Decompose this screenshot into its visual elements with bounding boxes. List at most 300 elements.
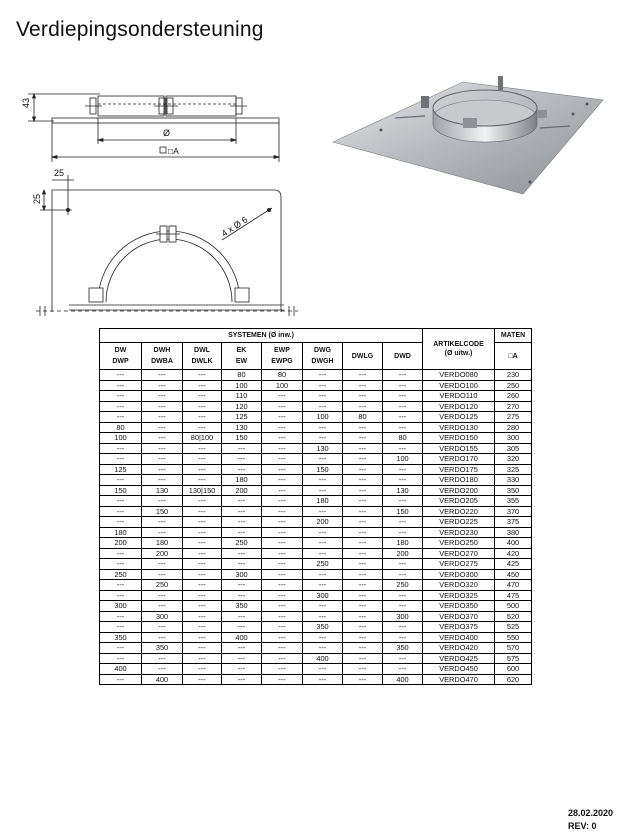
system-cell: --- [222,506,262,517]
system-cell: --- [100,611,142,622]
system-cell: --- [262,674,303,685]
system-cell: --- [222,643,262,654]
system-cell: --- [262,527,303,538]
system-cell: 100 [383,454,423,465]
maten-cell: 300 [495,433,532,444]
maten-cell: 470 [495,580,532,591]
system-cell: --- [183,422,222,433]
column-header-line2: EWPG [271,358,293,365]
system-cell: --- [262,569,303,580]
system-cell: --- [183,601,222,612]
table-row [100,422,532,433]
table-body [100,370,532,685]
system-cell: --- [142,601,183,612]
system-cell: 180 [303,496,343,507]
system-cell: --- [303,569,343,580]
system-cell: 150 [222,433,262,444]
system-cell: --- [303,370,343,381]
maten-cell: 600 [495,664,532,675]
system-cell: --- [100,548,142,559]
system-cell: --- [183,401,222,412]
system-cell: --- [262,506,303,517]
system-cell: 250 [222,538,262,549]
system-cell: 100 [262,380,303,391]
system-cell: --- [142,433,183,444]
system-cell: 180 [100,527,142,538]
system-cell: --- [303,485,343,496]
system-cell: --- [100,559,142,570]
system-cell: --- [383,590,423,601]
table-row [100,580,532,591]
system-cell: --- [383,380,423,391]
system-cell: --- [262,422,303,433]
system-cell: --- [303,506,343,517]
system-cell: --- [343,422,383,433]
system-cell: --- [100,674,142,685]
height-dim-label: 43 [21,97,31,108]
system-cell: 130 [142,485,183,496]
system-cell: 200 [383,548,423,559]
system-cell: --- [262,401,303,412]
table-row [100,401,532,412]
system-cell: --- [383,559,423,570]
system-cell: --- [222,674,262,685]
maten-cell: 375 [495,517,532,528]
system-cell: --- [183,527,222,538]
artikelcode-cell: VERDO270 [423,548,495,559]
offset-y-label: 25 [32,193,42,204]
system-cell: --- [383,370,423,381]
product-image [325,70,605,195]
footer-revision: REV: 0 [568,821,597,831]
artikelcode-cell: VERDO080 [423,370,495,381]
artikelcode-cell: VERDO125 [423,412,495,423]
system-cell: --- [383,475,423,486]
system-cell: --- [222,496,262,507]
system-cell: --- [303,538,343,549]
system-cell: --- [222,580,262,591]
system-cell: --- [262,464,303,475]
system-cell: 80 [383,433,423,444]
system-cell: --- [142,559,183,570]
table-row [100,664,532,675]
system-cell: --- [222,443,262,454]
system-cell: --- [183,622,222,633]
system-cell: 180 [383,538,423,549]
maten-cell: 270 [495,401,532,412]
maten-cell: 425 [495,559,532,570]
system-cell: --- [142,475,183,486]
system-cell: --- [183,548,222,559]
system-cell: 100 [100,433,142,444]
systems-group-header: SYSTEMEN (Ø inw.) [100,329,423,343]
plate-dim-label: □A [168,146,179,156]
artikelcode-cell: VERDO130 [423,422,495,433]
table-row [100,475,532,486]
artikelcode-header-sub: (Ø uitw.) [444,350,473,357]
maten-cell: 305 [495,443,532,454]
system-cell: --- [262,412,303,423]
system-cell: --- [383,632,423,643]
system-cell: 300 [100,601,142,612]
table-row [100,674,532,685]
maten-cell: 380 [495,527,532,538]
table-row [100,643,532,654]
system-cell: 130 [383,485,423,496]
artikelcode-header [423,329,495,370]
system-cell: --- [343,601,383,612]
system-cell: --- [303,643,343,654]
system-cell: --- [262,611,303,622]
system-cell: --- [303,664,343,675]
system-cell: --- [100,475,142,486]
system-cell: --- [262,433,303,444]
system-cell: --- [100,454,142,465]
system-cell: 400 [100,664,142,675]
maten-cell: 260 [495,391,532,402]
system-cell: --- [343,401,383,412]
system-cell: 400 [303,653,343,664]
system-cell: --- [383,653,423,664]
system-cell: --- [343,548,383,559]
system-cell: 100 [222,380,262,391]
system-cell: --- [262,475,303,486]
system-cell: --- [303,548,343,559]
table-row [100,590,532,601]
artikelcode-cell: VERDO370 [423,611,495,622]
artikelcode-cell: VERDO205 [423,496,495,507]
system-cell: --- [142,412,183,423]
system-cell: --- [142,517,183,528]
technical-drawing [14,62,299,324]
system-cell: 300 [383,611,423,622]
system-cell: --- [343,517,383,528]
system-cell: 300 [222,569,262,580]
maten-cell: 550 [495,632,532,643]
system-cell: --- [183,464,222,475]
maten-cell: 280 [495,422,532,433]
table-row [100,370,532,381]
table-row [100,380,532,391]
artikelcode-cell: VERDO180 [423,475,495,486]
table-row [100,485,532,496]
system-cell: --- [262,443,303,454]
system-cell: --- [183,643,222,654]
maten-subheader: □A [495,343,532,370]
system-cell: --- [383,517,423,528]
system-cell: --- [383,601,423,612]
artikelcode-cell: VERDO120 [423,401,495,412]
artikelcode-header-label: ARTIKELCODE [433,341,484,348]
system-cell: --- [100,653,142,664]
artikelcode-cell: VERDO175 [423,464,495,475]
artikelcode-cell: VERDO420 [423,643,495,654]
system-cell: --- [343,506,383,517]
column-header-line1: DWLG [351,352,374,360]
system-cell: --- [262,454,303,465]
system-cell: 150 [100,485,142,496]
system-cell: 180 [222,475,262,486]
system-cell: --- [383,422,423,433]
system-cell: --- [343,580,383,591]
system-cell: --- [343,590,383,601]
system-cell: --- [383,569,423,580]
system-cell: --- [303,632,343,643]
column-header [343,343,383,370]
system-cell: --- [183,380,222,391]
system-cell: 200 [142,548,183,559]
system-cell: --- [262,632,303,643]
system-cell: --- [142,443,183,454]
system-cell: 350 [222,601,262,612]
system-cell: 200 [303,517,343,528]
system-cell: --- [222,611,262,622]
system-cell: 130 [303,443,343,454]
table-row [100,433,532,444]
column-header-line1: EK [236,347,247,354]
system-cell: --- [303,674,343,685]
artikelcode-cell: VERDO100 [423,380,495,391]
system-cell: 400 [222,632,262,643]
system-cell: --- [142,590,183,601]
system-cell: --- [100,412,142,423]
artikelcode-cell: VERDO220 [423,506,495,517]
system-cell: 130 [222,422,262,433]
system-cell: --- [343,433,383,444]
system-cell: 400 [383,674,423,685]
system-cell: --- [142,454,183,465]
system-cell: --- [383,527,423,538]
column-header-line2: DWLK [191,358,213,365]
system-cell: --- [303,475,343,486]
system-cell: --- [183,664,222,675]
system-cell: --- [343,674,383,685]
column-header [383,343,423,370]
system-cell: --- [142,664,183,675]
column-header-line1: DWH [153,347,171,354]
artikelcode-cell: VERDO170 [423,454,495,465]
artikelcode-cell: VERDO425 [423,653,495,664]
system-cell: --- [222,527,262,538]
system-cell: --- [100,506,142,517]
maten-cell: 475 [495,590,532,601]
system-cell: --- [262,391,303,402]
system-cell: --- [303,380,343,391]
maten-cell: 520 [495,611,532,622]
system-cell: --- [383,391,423,402]
system-cell: --- [100,391,142,402]
system-cell: --- [303,454,343,465]
system-cell: --- [142,527,183,538]
system-cell: --- [222,559,262,570]
specification-table [99,328,532,685]
system-cell: 150 [142,506,183,517]
column-header-line2: DWP [112,358,129,365]
system-cell: --- [343,611,383,622]
artikelcode-cell: VERDO350 [423,601,495,612]
system-cell: 400 [142,674,183,685]
system-cell: --- [183,443,222,454]
table-row [100,559,532,570]
system-cell: --- [383,664,423,675]
system-cell: --- [343,370,383,381]
system-cell: --- [222,454,262,465]
system-cell: --- [343,653,383,664]
system-cell: 200 [100,538,142,549]
system-cell: --- [303,401,343,412]
system-cell: --- [183,559,222,570]
maten-cell: 320 [495,454,532,465]
system-cell: --- [262,601,303,612]
system-cell: --- [222,548,262,559]
system-cell: --- [262,590,303,601]
system-cell: --- [343,527,383,538]
maten-cell: 330 [495,475,532,486]
table-row [100,391,532,402]
system-cell: --- [222,464,262,475]
system-cell: --- [142,622,183,633]
artikelcode-cell: VERDO325 [423,590,495,601]
system-cell: --- [100,443,142,454]
system-cell: --- [343,475,383,486]
maten-cell: 350 [495,485,532,496]
maten-cell: 570 [495,643,532,654]
system-cell: --- [100,496,142,507]
system-cell: 80 [222,370,262,381]
system-cell: --- [303,422,343,433]
system-cell: --- [343,380,383,391]
artikelcode-cell: VERDO275 [423,559,495,570]
maten-cell: 525 [495,622,532,633]
system-cell: --- [183,475,222,486]
system-cell: --- [183,632,222,643]
system-cell: --- [100,622,142,633]
maten-cell: 355 [495,496,532,507]
system-cell: --- [343,464,383,475]
system-cell: 250 [303,559,343,570]
column-header [183,343,222,370]
artikelcode-cell: VERDO375 [423,622,495,633]
system-cell: 250 [100,569,142,580]
system-cell: --- [262,664,303,675]
system-cell: --- [183,412,222,423]
system-cell: --- [100,590,142,601]
system-cell: --- [183,391,222,402]
maten-cell: 325 [495,464,532,475]
system-cell: --- [222,622,262,633]
system-cell: --- [343,538,383,549]
artikelcode-cell: VERDO225 [423,517,495,528]
system-cell: 125 [222,412,262,423]
column-header [303,343,343,370]
maten-cell: 275 [495,412,532,423]
system-cell: --- [222,517,262,528]
system-cell: --- [262,538,303,549]
system-cell: --- [142,496,183,507]
artikelcode-cell: VERDO320 [423,580,495,591]
system-cell: --- [183,653,222,664]
system-cell: 350 [383,643,423,654]
artikelcode-cell: VERDO300 [423,569,495,580]
system-cell: 125 [100,464,142,475]
table-row [100,496,532,507]
artikelcode-cell: VERDO150 [423,433,495,444]
table-row [100,443,532,454]
system-cell: --- [183,517,222,528]
artikelcode-cell: VERDO400 [423,632,495,643]
maten-cell: 575 [495,653,532,664]
system-cell: --- [343,664,383,675]
table-row [100,527,532,538]
system-cell: --- [343,559,383,570]
system-cell: --- [262,580,303,591]
column-header-line1: DWG [313,347,332,354]
system-cell: --- [343,632,383,643]
system-cell: --- [343,496,383,507]
table-row [100,601,532,612]
system-cell: --- [303,580,343,591]
column-header-line1: EWP [274,347,290,354]
system-cell: 350 [303,622,343,633]
table-row [100,548,532,559]
maten-cell: 370 [495,506,532,517]
artikelcode-cell: VERDO470 [423,674,495,685]
table-row [100,653,532,664]
system-cell: --- [183,590,222,601]
system-cell: 80 [100,422,142,433]
system-cell: --- [303,611,343,622]
system-cell: --- [343,391,383,402]
system-cell: --- [142,464,183,475]
column-header [100,343,142,370]
column-header-line1: DWD [394,352,411,360]
column-header-line1: DW [114,347,127,354]
system-cell: 120 [222,401,262,412]
maten-cell: 500 [495,601,532,612]
system-cell: 250 [383,580,423,591]
system-cell: --- [383,496,423,507]
maten-cell: 230 [495,370,532,381]
system-cell: --- [383,443,423,454]
table-row [100,464,532,475]
system-cell: --- [262,622,303,633]
table-row [100,517,532,528]
system-cell: --- [303,391,343,402]
system-cell: --- [343,485,383,496]
artikelcode-cell: VERDO450 [423,664,495,675]
system-cell: --- [100,380,142,391]
system-cell: 150 [383,506,423,517]
system-cell: --- [262,643,303,654]
system-cell: --- [183,674,222,685]
system-cell: --- [343,443,383,454]
system-cell: 80 [262,370,303,381]
system-cell: --- [183,580,222,591]
system-cell: --- [343,454,383,465]
system-cell: --- [262,485,303,496]
table-row [100,412,532,423]
system-cell: --- [222,590,262,601]
system-cell: 350 [100,632,142,643]
system-cell: --- [183,496,222,507]
maten-cell: 400 [495,538,532,549]
system-cell: 350 [142,643,183,654]
table-row [100,611,532,622]
system-cell: --- [303,527,343,538]
maten-cell: 420 [495,548,532,559]
system-cell: --- [343,643,383,654]
system-cell: --- [100,370,142,381]
